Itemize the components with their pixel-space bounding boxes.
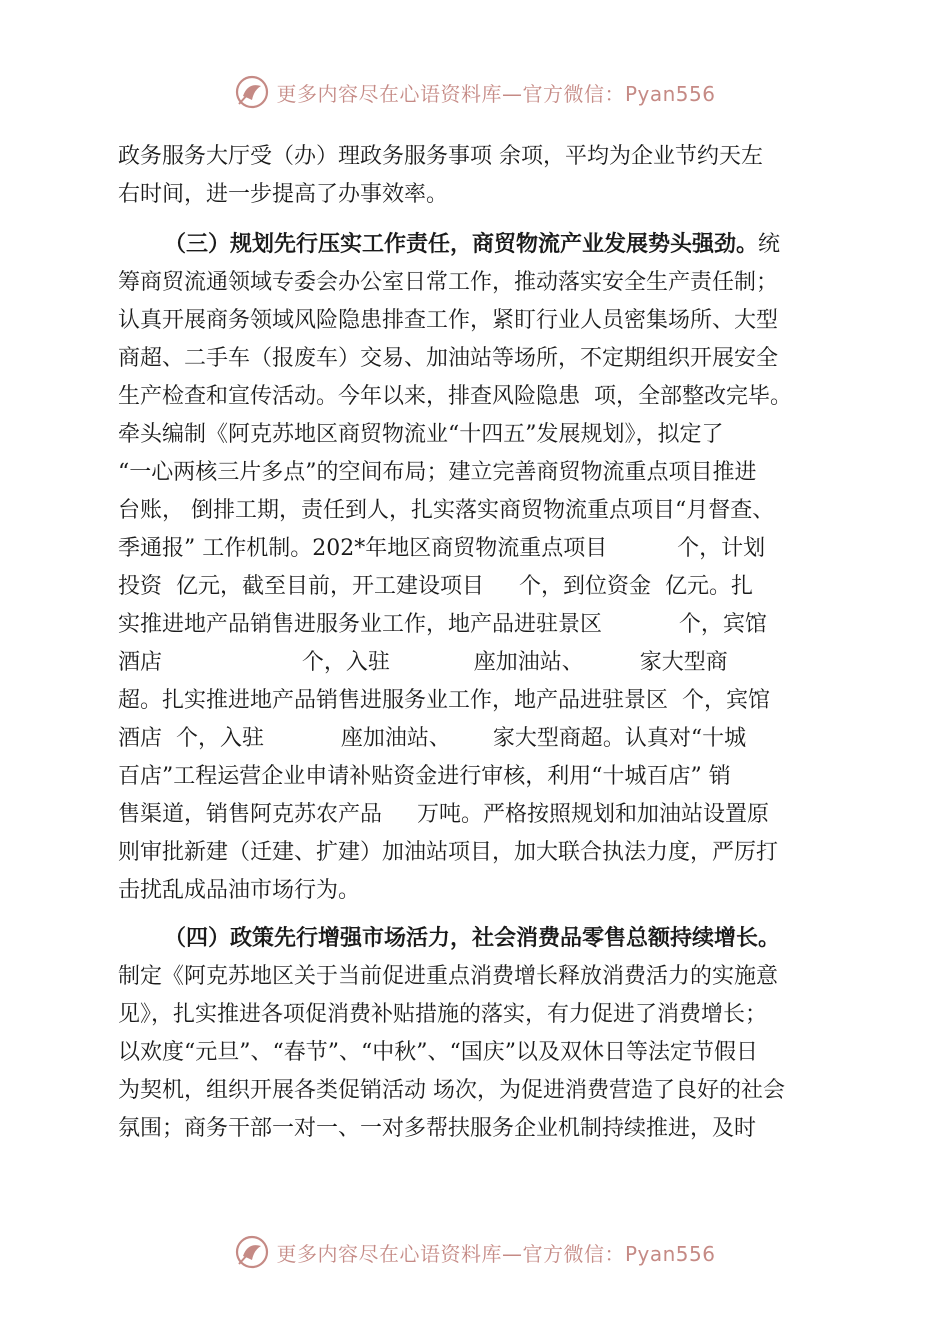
- text-line: 见》，扎实推进各项促消费补贴措施的落实，有力促进了消费增长；: [118, 1002, 768, 1027]
- text-line: 认真开展商务领域风险隐患排查工作，紧盯行业人员密集场所、大型: [118, 308, 779, 333]
- section-three-line: [164, 226, 780, 264]
- footer-watermark: [0, 1232, 950, 1272]
- text-line: 超。扎实推进地产品销售进服务业工作，地产品进驻景区 个，宾馆: [118, 688, 770, 713]
- text-line: 右时间，进一步提高了办事效率。: [118, 182, 449, 207]
- watermark-logo-icon: [234, 74, 270, 110]
- text-line: 政务服务大厅受（办）理政务服务事项 余项，平均为企业节约天左: [118, 144, 763, 169]
- text-line: 生产检查和宣传活动。今年以来，排查风险隐患 项，全部整改完毕。: [118, 384, 792, 409]
- text-line: 台账， 倒排工期，责任到人，扎实落实商贸物流重点项目“月督查、: [118, 498, 775, 523]
- text-line: 商超、二手车（报废车）交易、加油站等场所，不定期组织开展安全: [118, 346, 779, 371]
- text-line: 则审批新建（迁建、扩建）加油站项目，加大联合执法力度，严厉打: [118, 840, 779, 865]
- watermark-text: 更多内容尽在心语资料库—官方微信：Pyan556: [276, 1241, 716, 1266]
- text-line: 击扰乱成品油市场行为。: [118, 878, 361, 903]
- text-line: 实推进地产品销售进服务业工作，地产品进驻景区 个，宾馆: [118, 612, 767, 637]
- section-four-line: [164, 920, 780, 958]
- text-line: 牵头编制《阿克苏地区商贸物流业“十四五”发展规划》，拟定了: [118, 422, 724, 447]
- text-line: 以欢度“元旦”、“春节”、“中秋”、“国庆”以及双休日等法定节假日: [118, 1040, 758, 1065]
- text-line: 季通报” 工作机制。202*年地区商贸物流重点项目 个，计划: [118, 536, 766, 561]
- text-line: 氛围；商务干部一对一、一对多帮扶服务企业机制持续推进，及时: [118, 1116, 757, 1141]
- watermark-text: 更多内容尽在心语资料库—官方微信：Pyan556: [276, 81, 716, 106]
- text-line: 百店”工程运营企业申请补贴资金进行审核，利用“十城百店” 销: [118, 764, 731, 789]
- text-line: “一心两核三片多点”的空间布局；建立完善商贸物流重点项目推进: [118, 460, 757, 485]
- text-line: 售渠道，销售阿克苏农产品 万吨。严格按照规划和加油站设置原: [118, 802, 769, 827]
- section-four-heading: （四）政策先行增强市场活力，社会消费品零售总额持续增长。: [164, 926, 781, 951]
- section-three-heading: （三）规划先行压实工作责任，商贸物流产业发展势头强劲。: [164, 232, 759, 257]
- text-line: 投资 亿元，截至目前，开工建设项目 个，到位资金 亿元。扎: [118, 574, 753, 599]
- text-line: 筹商贸流通领域专委会办公室日常工作，推动落实安全生产责任制；: [118, 270, 779, 295]
- text-span: 统: [758, 232, 781, 257]
- watermark-logo-icon: [234, 1234, 270, 1270]
- text-line: 为契机，组织开展各类促销活动 场次，为促进消费营造了良好的社会: [118, 1078, 785, 1103]
- text-line: 制定《阿克苏地区关于当前促进重点消费增长释放消费活力的实施意: [118, 964, 779, 989]
- text-line: 酒店 个，入驻 座加油站、 家大型商超。认真对“十城: [118, 726, 747, 751]
- header-watermark: [0, 72, 950, 112]
- text-line: 酒店 个，入驻 座加油站、 家大型商: [118, 650, 728, 675]
